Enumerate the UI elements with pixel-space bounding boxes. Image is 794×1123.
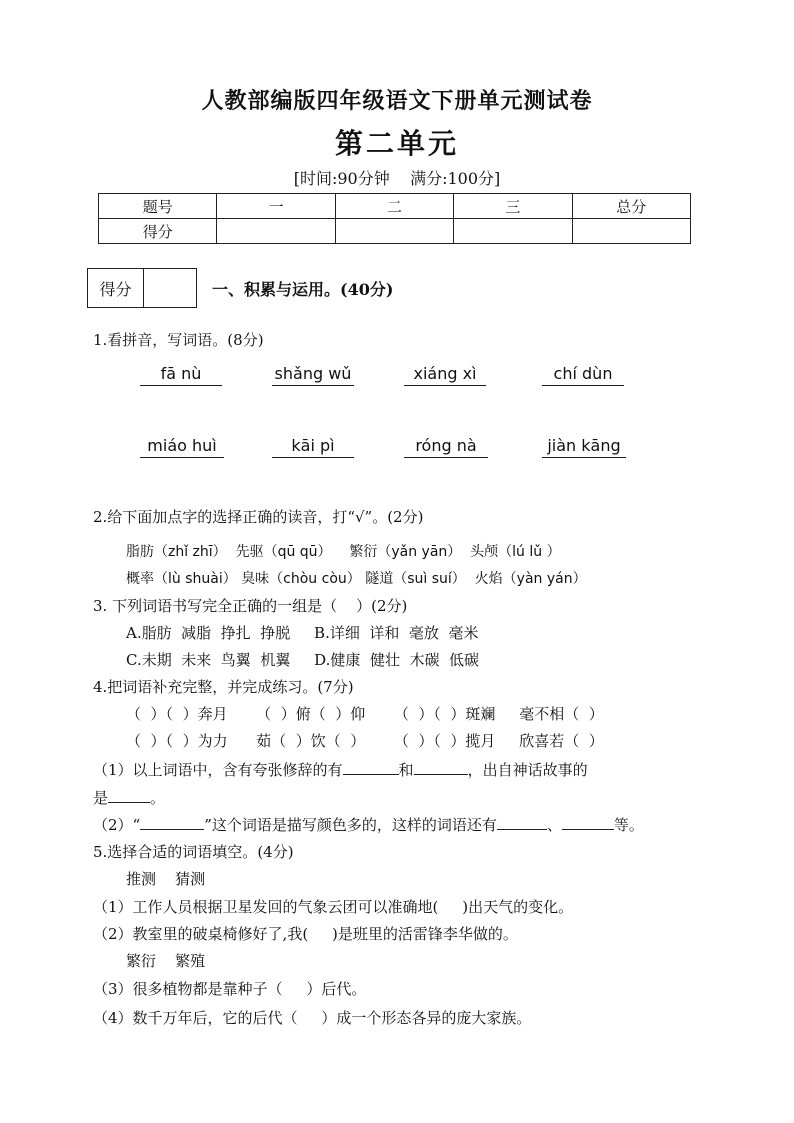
pinyin-item: chí dùn <box>542 364 624 386</box>
q5-word-pair: 推测 猜测 <box>126 870 206 888</box>
q4-prompt: 4.把词语补充完整，并完成练习。(7分) <box>93 678 354 696</box>
q3-line: C.未期 未来 鸟翼 机翼 D.健康 健壮 木碳 低碳 <box>126 651 480 669</box>
q4-sub1-text: 是 <box>93 789 109 807</box>
q4-sub1-text: 。 <box>150 789 166 807</box>
q5-word-pair: 繁衍 繁殖 <box>126 952 206 970</box>
score-cell <box>572 219 690 244</box>
q5-sentence: （2）教室里的破桌椅修好了,我( )是班里的活雷锋李华做的。 <box>93 925 518 943</box>
section-title: 一、积累与运用。(40分) <box>212 280 394 299</box>
score-cell: 一 <box>217 194 335 219</box>
q4-sub1-text: 和 <box>398 761 414 779</box>
score-cell: 总分 <box>572 194 690 219</box>
q2-line: 脂肪（zhǐ zhī） 先驱（qū qū） 繁衍（yǎn yān） 头颅（lú lǔ ） <box>126 544 561 560</box>
q4-sub1-text: （1）以上词语中，含有夸张修辞的有 <box>93 761 343 779</box>
q2-line: 概率（lù shuài） 臭味（chòu còu） 隧道（suì suí） 火焰（yàn yán） <box>126 571 587 587</box>
answer-blank[interactable] <box>497 815 547 830</box>
q4-sub2 <box>93 815 644 835</box>
q1-prompt: 1.看拼音，写词语。(8分) <box>93 331 264 349</box>
q4-sub2-text: ”这个词语是描写颜色多的，这样的词语还有 <box>204 816 497 834</box>
q5-sentence: （1）工作人员根据卫星发回的气象云团可以准确地( )出天气的变化。 <box>93 898 574 916</box>
q2-prompt: 2.给下面加点字的选择正确的读音，打“√”。(2分) <box>93 508 424 526</box>
time-info: [时间:90分钟 满分:100分] <box>293 169 501 188</box>
pinyin-item: kāi pì <box>272 436 354 458</box>
q4-line: （ ）（ ）奔月 （ ）俯（ ）仰 （ ）（ ）斑斓 毫不相（ ） <box>126 705 604 723</box>
q4-line: （ ）（ ）为力 茹（ ）饮（ ） （ ）（ ）揽月 欣喜若（ ） <box>126 732 604 750</box>
q3-line: A.脂肪 减脂 挣扎 挣脱 B.详细 详和 毫放 毫米 <box>126 624 479 642</box>
score-cell <box>335 219 453 244</box>
q4-sub2-text: （2）“ <box>93 816 141 834</box>
pinyin-item: róng nà <box>404 436 488 458</box>
score-cell: 得分 <box>99 219 217 244</box>
answer-blank[interactable] <box>343 760 399 775</box>
score-cell: 二 <box>335 194 453 219</box>
pinyin-item: shǎng wǔ <box>272 364 354 386</box>
section-score-box <box>87 268 197 308</box>
q4-sub1 <box>93 760 588 780</box>
score-table-header-row <box>99 194 691 219</box>
unit-title: 第二单元 <box>334 127 459 160</box>
answer-blank[interactable] <box>414 760 468 775</box>
q4-sub1-cont <box>93 788 165 808</box>
pinyin-item: fā nù <box>140 364 222 386</box>
answer-blank[interactable] <box>562 815 614 830</box>
q4-sub1-text: ，出自神话故事的 <box>467 761 588 779</box>
section-score-blank <box>144 269 196 307</box>
score-cell: 题号 <box>99 194 217 219</box>
score-table-score-row <box>99 219 691 244</box>
score-cell <box>454 219 572 244</box>
q3-prompt: 3. 下列词语书写完全正确的一组是（ ）(2分) <box>93 597 408 615</box>
q5-sentence: （4）数千万年后，它的后代（ ）成一个形态各异的庞大家族。 <box>93 1009 532 1027</box>
paper-title: 人教部编版四年级语文下册单元测试卷 <box>201 88 593 114</box>
answer-blank[interactable] <box>108 788 150 803</box>
section-score-label: 得分 <box>88 269 144 307</box>
answer-blank[interactable] <box>140 815 204 830</box>
score-cell: 三 <box>454 194 572 219</box>
score-cell <box>217 219 335 244</box>
score-table <box>98 193 691 244</box>
q5-prompt: 5.选择合适的词语填空。(4分) <box>93 843 294 861</box>
q4-sub2-text: 、 <box>546 816 562 834</box>
q4-sub2-text: 等。 <box>613 816 644 834</box>
pinyin-item: jiàn kāng <box>542 436 626 458</box>
q5-sentence: （3）很多植物都是靠种子（ ）后代。 <box>93 980 367 998</box>
pinyin-item: miáo huì <box>140 436 224 458</box>
pinyin-item: xiáng xì <box>404 364 486 386</box>
